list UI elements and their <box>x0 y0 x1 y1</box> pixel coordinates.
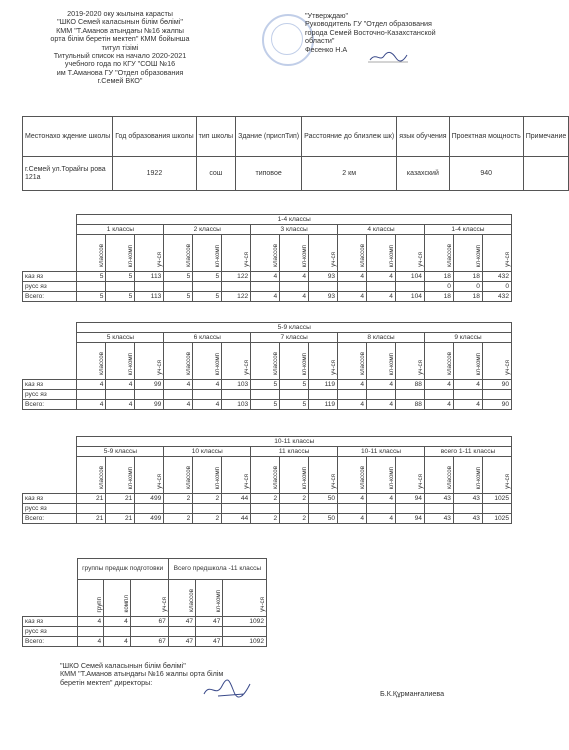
header-left-line: орта білім беретін мектеп" КММ бойынша <box>50 34 190 44</box>
cell <box>251 282 280 292</box>
column-label: уч-ся <box>416 474 424 489</box>
cell: 90 <box>482 400 511 410</box>
column-label: классов <box>445 466 453 489</box>
cell <box>251 390 280 400</box>
table-row <box>23 400 512 410</box>
cell: 5 <box>280 380 309 390</box>
cell: 43 <box>453 494 482 504</box>
cell <box>164 504 193 514</box>
group-header: всего 1-11 классы <box>424 447 511 457</box>
column-label: уч-ся <box>416 252 424 267</box>
header-left <box>20 10 220 86</box>
info-header: Местонахо ждение школы <box>23 117 113 157</box>
column-label: кл-комп <box>215 589 223 612</box>
approver-name: Фесенко Н.А <box>305 44 348 54</box>
cell <box>222 282 251 292</box>
cell: 67 <box>130 617 168 627</box>
column-label: классов <box>185 466 193 489</box>
cell: 4 <box>164 380 193 390</box>
cell <box>367 504 396 514</box>
cell <box>482 504 511 514</box>
column-label: классов <box>185 352 193 375</box>
table-row <box>23 282 512 292</box>
column-label: классов <box>359 352 367 375</box>
column-label: уч-ся <box>330 360 338 375</box>
row-label: русс яз <box>23 282 77 292</box>
column-label: классов <box>98 352 106 375</box>
column-label: кл-комп <box>214 352 222 375</box>
cell: 4 <box>106 380 135 390</box>
footer-line: беретін мектеп" директоры: <box>60 677 153 687</box>
distance: 2 км <box>302 157 397 191</box>
cell: 5 <box>251 400 280 410</box>
cell <box>395 282 424 292</box>
header-left-line: им Т.Аманова ГУ "Отдел образования <box>56 67 184 77</box>
cell: 18 <box>453 292 482 302</box>
cell <box>106 390 135 400</box>
column-label: кл-комп <box>474 244 482 267</box>
cell: 4 <box>453 380 482 390</box>
cell: 50 <box>309 494 338 504</box>
group-header: 5-9 классы <box>77 447 164 457</box>
cell: 2 <box>193 494 222 504</box>
cell: 4 <box>280 272 309 282</box>
header-right <box>305 12 505 54</box>
header-left-line: КММ "Т.Аманов атындағы №16 жалпы <box>56 25 184 35</box>
language: казахский <box>397 157 449 191</box>
cell: 5 <box>251 380 280 390</box>
header-left-line: г.Семей ВКО" <box>97 76 143 86</box>
table-row <box>23 380 512 390</box>
group-header: Всего предшкола -11 классы <box>168 559 266 580</box>
cell: 4 <box>424 400 453 410</box>
cell: 18 <box>453 272 482 282</box>
cell: 4 <box>367 514 396 524</box>
group-header: 1-4 классы <box>424 225 511 235</box>
middle-classes-table <box>22 322 512 410</box>
cell: 47 <box>168 617 195 627</box>
cell <box>106 504 135 514</box>
director-name: Б.К.Құрманғалиева <box>380 689 445 698</box>
row-label: русс яз <box>23 390 77 400</box>
header-left-line: учебного года по КГУ "СОШ №16 <box>64 59 176 69</box>
row-label: каз яз <box>23 272 77 282</box>
cell: 1025 <box>482 514 511 524</box>
column-label: кл-комп <box>214 466 222 489</box>
cell <box>338 282 367 292</box>
cell: 5 <box>193 272 222 282</box>
group-header: 11 классы <box>251 447 338 457</box>
column-label: кл-комп <box>301 244 309 267</box>
group-header: 8 классы <box>338 333 425 343</box>
column-label: уч-ся <box>504 252 511 267</box>
school-address: г.Семей ул.Торайгы рова 121а <box>23 157 113 191</box>
cell <box>168 627 195 637</box>
cell <box>309 504 338 514</box>
header-right-line: города Семей Восточно-Казахстанской <box>305 27 436 37</box>
column-label: кл-комп <box>388 466 395 489</box>
table-row <box>23 627 267 637</box>
cell <box>453 390 482 400</box>
cell: 1025 <box>482 494 511 504</box>
info-header: Проектная мощность <box>449 117 523 157</box>
column-label: кл-комп <box>301 466 309 489</box>
cell <box>367 282 396 292</box>
column-label: уч-ся <box>156 474 164 489</box>
info-header: Год образования школы <box>113 117 196 157</box>
cell: 90 <box>482 380 511 390</box>
cell <box>251 504 280 514</box>
cell: 4 <box>338 400 367 410</box>
cell: 67 <box>130 637 168 647</box>
cell: 103 <box>222 380 251 390</box>
info-header: тип школы <box>196 117 235 157</box>
table-row <box>23 617 267 627</box>
cell <box>164 282 193 292</box>
cell: 0 <box>453 282 482 292</box>
table-title: 5-9 классы <box>77 323 512 333</box>
row-label: каз яз <box>23 617 78 627</box>
cell: 43 <box>424 494 453 504</box>
cell: 50 <box>309 514 338 524</box>
cell: 4 <box>104 617 131 627</box>
table-row <box>23 514 512 524</box>
header-left-line: "ШКО Семей каласынын білім бөлімі" <box>57 17 183 27</box>
cell: 21 <box>77 494 106 504</box>
column-label: классов <box>272 466 280 489</box>
header-right-line: Руководитель ГУ "Отдел образования <box>305 19 432 29</box>
column-label: кл-комп <box>127 352 135 375</box>
cell <box>367 390 396 400</box>
cell <box>164 390 193 400</box>
cell <box>77 504 106 514</box>
cell: 0 <box>424 282 453 292</box>
cell: 4 <box>77 637 104 647</box>
header-left-line: титул тізімі <box>101 42 139 52</box>
group-header: 10-11 классы <box>338 447 425 457</box>
cell: 4 <box>367 400 396 410</box>
cell: 4 <box>367 272 396 282</box>
cell <box>135 282 164 292</box>
founded-year: 1922 <box>113 157 196 191</box>
cell: 4 <box>367 494 396 504</box>
cell: 4 <box>77 380 106 390</box>
cell: 2 <box>280 494 309 504</box>
column-label: кл-комп <box>474 466 482 489</box>
cell: 5 <box>77 272 106 282</box>
cell <box>424 504 453 514</box>
cell: 4 <box>424 380 453 390</box>
cell: 4 <box>251 272 280 282</box>
cell: 0 <box>482 282 511 292</box>
cell <box>222 504 251 514</box>
cell <box>196 627 223 637</box>
cell: 119 <box>309 400 338 410</box>
cell <box>223 627 267 637</box>
cell: 122 <box>222 292 251 302</box>
cell: 5 <box>106 272 135 282</box>
group-header: 9 классы <box>424 333 511 343</box>
column-label: уч-ся <box>156 360 164 375</box>
cell: 5 <box>164 272 193 282</box>
cell <box>104 627 131 637</box>
column-label: уч-ся <box>243 474 251 489</box>
cell: 113 <box>135 272 164 282</box>
header-right-line: области" <box>305 36 335 46</box>
row-label: Всего: <box>23 400 77 410</box>
table-row <box>23 637 267 647</box>
group-header: 4 классы <box>338 225 425 235</box>
group-header: 2 классы <box>164 225 251 235</box>
column-label: уч-ся <box>504 474 511 489</box>
cell: 94 <box>396 514 425 524</box>
cell: 99 <box>135 400 164 410</box>
cell <box>130 627 168 637</box>
cell <box>135 390 164 400</box>
footer-line: "ШКО Семей каласынын білім бөлімі" <box>60 661 186 670</box>
cell: 4 <box>164 400 193 410</box>
group-header: 7 классы <box>251 333 338 343</box>
row-label: каз яз <box>23 380 77 390</box>
cell: 2 <box>251 514 280 524</box>
column-label: уч-ся <box>160 597 168 612</box>
cell: 99 <box>135 380 164 390</box>
cell <box>395 390 424 400</box>
column-label: классов <box>188 589 196 612</box>
cell <box>338 390 367 400</box>
table-title: 1-4 классы <box>77 215 512 225</box>
cell: 499 <box>135 494 164 504</box>
group-header: 5 классы <box>77 333 164 343</box>
row-label: русс яз <box>23 627 78 637</box>
cell <box>77 282 106 292</box>
column-label: компл <box>122 594 130 612</box>
cell: 43 <box>453 514 482 524</box>
cell: 88 <box>395 400 424 410</box>
info-header: Примечание <box>523 117 569 157</box>
row-label: каз яз <box>23 494 77 504</box>
cell: 47 <box>168 637 195 647</box>
group-header: 10 классы <box>164 447 251 457</box>
cell: 2 <box>280 514 309 524</box>
column-label: классов <box>185 244 193 267</box>
cell: 4 <box>104 637 131 647</box>
cell: 4 <box>280 292 309 302</box>
column-label: кл-комп <box>214 244 222 267</box>
building-type: типовое <box>236 157 302 191</box>
cell: 47 <box>196 637 223 647</box>
cell: 5 <box>280 400 309 410</box>
info-header: Здание (приспТип) <box>236 117 302 157</box>
cell: 2 <box>193 514 222 524</box>
header-left-line: 2019-2020 оку жылына карасты <box>67 9 173 18</box>
cell: 104 <box>395 272 424 282</box>
column-label: классов <box>359 466 367 489</box>
table-row <box>23 390 512 400</box>
footer-line: КММ "Т.Аманов атындағы №16 жалпы орта білім <box>60 669 224 679</box>
cell: 18 <box>424 292 453 302</box>
table-row <box>23 494 512 504</box>
capacity: 940 <box>449 157 523 191</box>
cell <box>309 390 338 400</box>
cell: 21 <box>77 514 106 524</box>
cell <box>396 504 425 514</box>
cell <box>77 390 106 400</box>
cell: 4 <box>367 380 396 390</box>
cell: 432 <box>482 272 511 282</box>
cell: 1092 <box>223 617 267 627</box>
cell <box>77 627 104 637</box>
cell: 47 <box>196 617 223 627</box>
cell <box>193 390 222 400</box>
cell: 2 <box>164 494 193 504</box>
cell: 103 <box>222 400 251 410</box>
column-label: уч-ся <box>259 597 266 612</box>
cell <box>193 504 222 514</box>
cell: 4 <box>367 292 396 302</box>
cell: 4 <box>106 400 135 410</box>
cell <box>338 504 367 514</box>
cell: 5 <box>164 292 193 302</box>
cell: 432 <box>482 292 511 302</box>
table-row <box>23 292 512 302</box>
column-label: уч-ся <box>243 252 251 267</box>
cell <box>309 282 338 292</box>
cell: 4 <box>77 617 104 627</box>
column-label: уч-ся <box>243 360 251 375</box>
cell: 44 <box>222 494 251 504</box>
cell: 4 <box>338 380 367 390</box>
cell: 4 <box>193 380 222 390</box>
column-label: классов <box>98 244 106 267</box>
cell <box>106 282 135 292</box>
cell: 122 <box>222 272 251 282</box>
cell <box>424 390 453 400</box>
cell: 4 <box>338 272 367 282</box>
header-left-line: Титульный список на начало 2020-2021 <box>53 51 187 61</box>
approval-title: "Утверждаю" <box>305 11 349 20</box>
cell <box>482 390 511 400</box>
cell: 4 <box>193 400 222 410</box>
cell: 94 <box>396 494 425 504</box>
cell: 5 <box>106 292 135 302</box>
column-label: классов <box>98 466 106 489</box>
cell <box>222 390 251 400</box>
school-type: сош <box>196 157 235 191</box>
cell: 113 <box>135 292 164 302</box>
column-label: уч-ся <box>330 252 338 267</box>
cell: 4 <box>338 494 367 504</box>
school-info-table <box>22 116 569 191</box>
cell: 5 <box>193 292 222 302</box>
cell: 104 <box>395 292 424 302</box>
row-label: Всего: <box>23 514 77 524</box>
table-title: 10-11 классы <box>77 437 512 447</box>
column-label: кл-комп <box>387 244 395 267</box>
cell: 5 <box>77 292 106 302</box>
director-signature-icon <box>200 678 260 700</box>
column-label: групп <box>96 596 104 612</box>
signature-icon <box>368 50 408 64</box>
column-label: уч-ся <box>330 474 338 489</box>
cell <box>193 282 222 292</box>
cell: 4 <box>338 514 367 524</box>
group-header: 1 классы <box>77 225 164 235</box>
info-header: Расстояние до близлеж шк) <box>302 117 397 157</box>
column-label: классов <box>272 244 280 267</box>
cell: 93 <box>309 292 338 302</box>
column-label: классов <box>359 244 367 267</box>
column-label: классов <box>445 244 453 267</box>
cell: 119 <box>309 380 338 390</box>
cell: 21 <box>106 514 135 524</box>
cell <box>453 504 482 514</box>
column-label: кл-комп <box>127 244 135 267</box>
group-header: группы предшк подготовки <box>77 559 168 580</box>
primary-classes-table <box>22 214 512 302</box>
column-label: кл-комп <box>127 466 135 489</box>
cell: 2 <box>251 494 280 504</box>
info-header: язык обучения <box>397 117 449 157</box>
column-label: уч-ся <box>156 252 164 267</box>
cell: 43 <box>424 514 453 524</box>
column-label: кл-комп <box>387 352 395 375</box>
column-label: классов <box>272 352 280 375</box>
cell: 1092 <box>223 637 267 647</box>
cell: 88 <box>395 380 424 390</box>
cell: 499 <box>135 514 164 524</box>
cell: 4 <box>251 292 280 302</box>
table-row <box>23 504 512 514</box>
cell: 93 <box>309 272 338 282</box>
table-row <box>23 272 512 282</box>
group-header: 3 классы <box>251 225 338 235</box>
column-label: уч-ся <box>504 360 511 375</box>
note <box>523 157 569 191</box>
cell: 2 <box>164 514 193 524</box>
cell: 18 <box>424 272 453 282</box>
cell: 21 <box>106 494 135 504</box>
column-label: кл-комп <box>474 352 482 375</box>
cell: 4 <box>77 400 106 410</box>
row-label: Всего: <box>23 292 77 302</box>
column-label: кл-комп <box>301 352 309 375</box>
row-label: русс яз <box>23 504 77 514</box>
preschool-table <box>22 558 267 647</box>
cell <box>280 282 309 292</box>
cell: 4 <box>338 292 367 302</box>
row-label: Всего: <box>23 637 78 647</box>
cell <box>280 504 309 514</box>
group-header: 6 классы <box>164 333 251 343</box>
cell <box>135 504 164 514</box>
column-label: уч-ся <box>416 360 424 375</box>
cell: 44 <box>222 514 251 524</box>
column-label: классов <box>445 352 453 375</box>
senior-classes-table <box>22 436 512 524</box>
cell: 4 <box>453 400 482 410</box>
cell <box>280 390 309 400</box>
